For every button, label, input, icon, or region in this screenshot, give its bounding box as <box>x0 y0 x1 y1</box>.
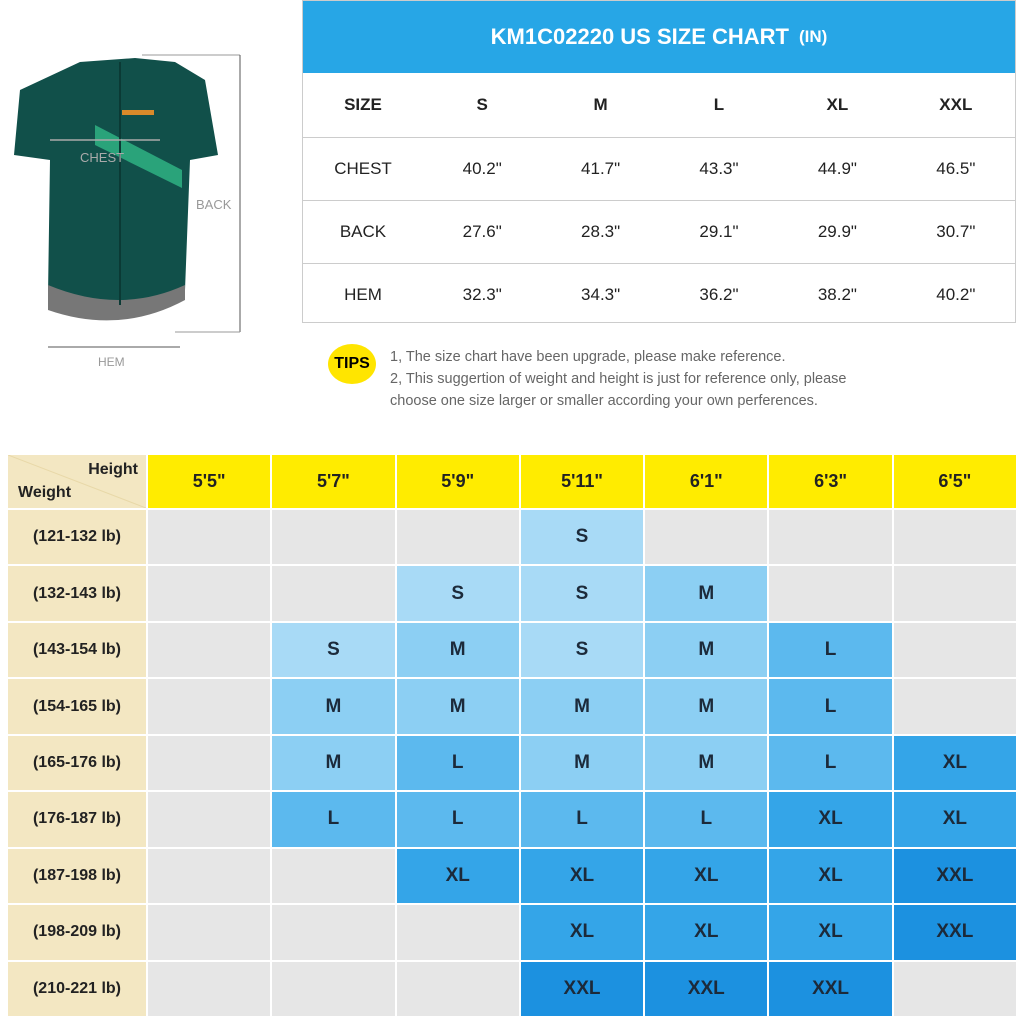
size-recommendation-cell: XXL <box>521 962 643 1016</box>
size-value-cell: 29.1" <box>699 222 739 241</box>
height-header: 5'9" <box>397 455 519 508</box>
size-value-cell: 40.2" <box>462 159 502 178</box>
size-recommendation-cell <box>397 510 519 564</box>
size-recommendation-cell: XL <box>645 905 767 959</box>
chest-label: CHEST <box>80 150 125 165</box>
size-value-cell: 36.2" <box>699 285 739 304</box>
weight-header: (154-165 lb) <box>8 679 146 733</box>
tip-line: choose one size larger or smaller according your own perferences. <box>390 393 818 409</box>
size-recommendation-cell: XXL <box>894 849 1016 903</box>
size-recommendation-cell <box>645 510 767 564</box>
tip-line: 2, This suggertion of weight and height is just for reference only, please <box>390 371 847 387</box>
size-recommendation-cell: XL <box>894 792 1016 846</box>
size-recommendation-cell <box>148 792 270 846</box>
size-recommendation-cell <box>397 962 519 1016</box>
size-recommendation-cell: XL <box>769 792 891 846</box>
height-label: Height <box>88 461 138 478</box>
height-header: 6'5" <box>894 455 1016 508</box>
weight-header: (143-154 lb) <box>8 623 146 677</box>
size-recommendation-cell <box>148 905 270 959</box>
size-recommendation-cell: M <box>272 736 394 790</box>
size-recommendation-cell <box>272 962 394 1016</box>
jersey-diagram <box>0 0 300 380</box>
size-recommendation-cell: S <box>521 566 643 620</box>
back-label: BACK <box>196 197 232 212</box>
size-recommendation-cell: S <box>272 623 394 677</box>
weight-header: (121-132 lb) <box>8 510 146 564</box>
size-recommendation-cell <box>148 510 270 564</box>
size-recommendation-cell: XL <box>521 905 643 959</box>
size-recommendation-cell: XXL <box>894 905 1016 959</box>
size-recommendation-cell: M <box>397 623 519 677</box>
size-value-cell: 32.3" <box>462 285 502 304</box>
size-recommendation-cell <box>769 566 891 620</box>
size-recommendation-cell <box>272 510 394 564</box>
size-recommendation-cell: XXL <box>769 962 891 1016</box>
size-header-cell: XXL <box>939 95 973 114</box>
height-header: 5'5" <box>148 455 270 508</box>
weight-label: Weight <box>18 484 72 501</box>
weight-header: (176-187 lb) <box>8 792 146 846</box>
size-recommendation-cell: XL <box>521 849 643 903</box>
size-recommendation-cell: L <box>397 736 519 790</box>
size-recommendation-cell <box>148 962 270 1016</box>
grid-corner <box>8 455 146 508</box>
size-recommendation-cell <box>894 679 1016 733</box>
size-recommendation-cell: L <box>397 792 519 846</box>
height-header: 5'7" <box>272 455 394 508</box>
unit-text: (IN) <box>798 27 828 46</box>
weight-header: (165-176 lb) <box>8 736 146 790</box>
size-recommendation-cell: L <box>521 792 643 846</box>
size-recommendation-cell: XL <box>397 849 519 903</box>
size-recommendation-cell: XXL <box>645 962 767 1016</box>
size-header-cell: XL <box>826 95 849 114</box>
size-recommendation-cell <box>894 623 1016 677</box>
size-recommendation-cell: M <box>397 679 519 733</box>
tip-line: 1, The size chart have been upgrade, please make reference. <box>390 349 786 365</box>
size-recommendation-cell: L <box>769 679 891 733</box>
size-recommendation-cell <box>894 566 1016 620</box>
size-recommendation-cell: S <box>521 623 643 677</box>
size-recommendation-cell: M <box>272 679 394 733</box>
size-value-cell: 29.9" <box>817 222 857 241</box>
size-recommendation-cell <box>894 510 1016 564</box>
size-recommendation-cell: S <box>397 566 519 620</box>
size-header-cell: M <box>593 95 608 114</box>
size-value-cell: HEM <box>344 285 382 304</box>
size-recommendation-cell <box>148 849 270 903</box>
height-weight-grid <box>8 455 1016 1016</box>
size-recommendation-cell: M <box>645 736 767 790</box>
size-recommendation-cell: S <box>521 510 643 564</box>
size-value-cell: 38.2" <box>817 285 857 304</box>
size-recommendation-cell: M <box>645 566 767 620</box>
size-value-cell: 28.3" <box>581 222 621 241</box>
weight-header: (210-221 lb) <box>8 962 146 1016</box>
size-recommendation-cell <box>397 905 519 959</box>
size-recommendation-cell: M <box>645 679 767 733</box>
weight-header: (198-209 lb) <box>8 905 146 959</box>
size-value-cell: 43.3" <box>699 159 739 178</box>
size-recommendation-cell: XL <box>894 736 1016 790</box>
tips-badge: TIPS <box>328 344 376 384</box>
height-header: 6'3" <box>769 455 891 508</box>
size-chart-title <box>303 1 1015 73</box>
size-row <box>303 201 1015 264</box>
size-value-cell: CHEST <box>334 159 392 178</box>
size-recommendation-cell <box>272 566 394 620</box>
size-recommendation-cell: M <box>645 623 767 677</box>
size-recommendation-cell <box>148 736 270 790</box>
height-header: 5'11" <box>521 455 643 508</box>
size-chart-table <box>302 0 1016 323</box>
size-row <box>303 138 1015 201</box>
size-header-cell: SIZE <box>344 95 382 114</box>
weight-header: (132-143 lb) <box>8 566 146 620</box>
size-value-cell: 40.2" <box>936 285 976 304</box>
size-recommendation-cell <box>272 905 394 959</box>
size-recommendation-cell: L <box>272 792 394 846</box>
size-recommendation-cell: M <box>521 736 643 790</box>
size-header-cell: L <box>713 95 725 114</box>
size-recommendation-cell <box>148 623 270 677</box>
size-recommendation-cell: M <box>521 679 643 733</box>
size-recommendation-cell: XL <box>769 905 891 959</box>
size-recommendation-cell <box>894 962 1016 1016</box>
size-recommendation-cell: L <box>769 623 891 677</box>
size-recommendation-cell <box>148 679 270 733</box>
size-value-cell: 44.9" <box>817 159 857 178</box>
size-value-cell: 30.7" <box>936 222 976 241</box>
size-header-cell: S <box>476 95 488 114</box>
size-value-cell: 34.3" <box>581 285 621 304</box>
size-recommendation-cell <box>769 510 891 564</box>
size-value-cell: BACK <box>339 222 387 241</box>
size-value-cell: 41.7" <box>581 159 621 178</box>
weight-header: (187-198 lb) <box>8 849 146 903</box>
size-row <box>303 264 1015 326</box>
size-recommendation-cell <box>272 849 394 903</box>
size-recommendation-cell: XL <box>769 849 891 903</box>
size-header-row <box>303 73 1015 138</box>
size-recommendation-cell: XL <box>645 849 767 903</box>
height-header: 6'1" <box>645 455 767 508</box>
hem-label: HEM <box>98 355 125 369</box>
tips-section <box>328 344 1018 414</box>
size-value-cell: 46.5" <box>936 159 976 178</box>
size-value-cell: 27.6" <box>462 222 502 241</box>
size-recommendation-cell: L <box>645 792 767 846</box>
size-recommendation-cell <box>148 566 270 620</box>
size-recommendation-cell: L <box>769 736 891 790</box>
title-text: KM1C02220 US SIZE CHART <box>490 24 789 49</box>
